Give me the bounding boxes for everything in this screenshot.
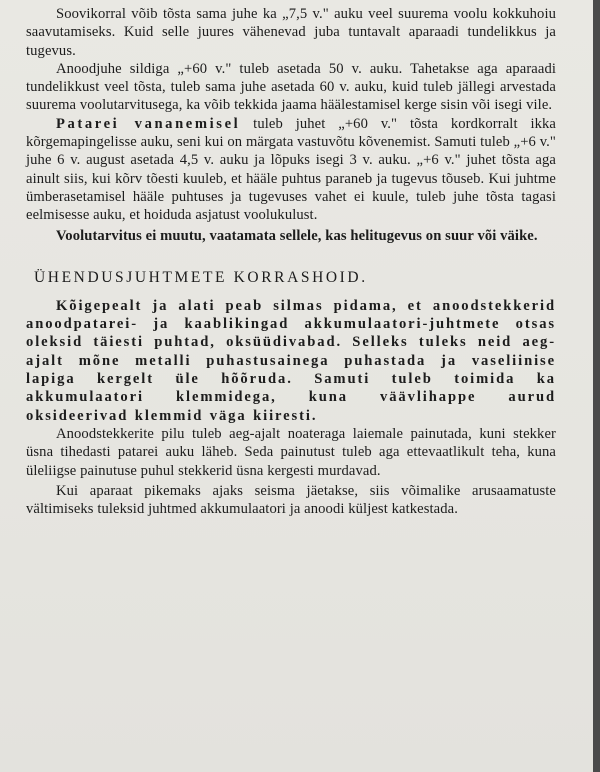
- page-content: [26, 5, 556, 518]
- paragraph-clean-connectors: Kõigepealt ja alati peab silmas pidama, et anoodstekkerid anoodpatarei- ja kaablikingad akkumulaatori-juhtmete otsas oleksid täiesti puhtad, oksüüdivabad. Selleks tuleks neid aeg-ajalt mõne metalli puhastusainega puhastada ja vaseliinise lapiga kergelt üle hõõruda. Samuti tuleb toimida ka akkumulaatori klemmidega, kuna väävlihappe aurud oksideerivad klemmid väga kiiresti.: [26, 297, 556, 424]
- paragraph-anode-lead: Anoodjuhe sildiga „+60 v." tuleb asetada 50 v. auku. Tahetakse aga aparaadi tundelikkust veel tõsta, tuleb sama juhe asetada 60 v. auku, kuid tuleb jällegi arvestada suurema voolutarvitusega, ka võib tekkida jaama häälestamisel kerge sisin või isegi vile.: [26, 60, 556, 114]
- section-heading: ÜHENDUSJUHTMETE KORRASHOID.: [34, 268, 368, 286]
- paragraph-voltage-tap: Soovikorral võib tõsta sama juhe ka „7,5 v." auku veel suurema voolu kokkuhoiu saavutamiseks. Kuid selle juures vähenevad juba tuntavalt aparaadi tundelikkus ja tugevus.: [26, 6, 556, 59]
- paragraph-current-note: Voolutarvitus ei muutu, vaatamata sellele, kas helitugevus on suur või väike.: [56, 227, 538, 244]
- battery-aging-body: tuleb juhet „+60 v." tõsta kordkorralt ikka kõrgemapingelisse auku, seni kui on märgata vastuvõtu kõvenemist. Samuti tuleb „+6 v." juhe 6 v. august asetada 4,5 v. auku ja lõpuks isegi 3 v. auku. „+6 v." juhet tõsta aga ainult siis, kui kõrv tõesti kuuleb, et hääle puhtus paraneb ja tugevus tõuseb. Kui juhtme ümberasetamisel hääle puhtuses ja tugevuses vahet ei kuule, tuleb juhe tõsta tagasi eelmisesse auku, et hoiduda asjatust voolukulust.: [26, 115, 556, 224]
- paragraph-battery-aging: [26, 115, 556, 225]
- battery-aging-lead: Patarei vananemisel: [56, 115, 241, 132]
- paragraph-bend-plugs: Anoodstekkerite pilu tuleb aeg-ajalt noateraga laiemale painutada, kuni stekker üsna tihedasti patarei auku läheb. Seda painutust tuleb aga ettevaatlikult teha, kuna üleliigse painutuse puhul stekkerid üsna kergesti murdavad.: [26, 425, 556, 479]
- paragraph-disconnect: Kui aparaat pikemaks ajaks seisma jäetakse, siis võimalike arusaamatuste vältimiseks tuleksid juhtmed akkumulaatori ja anoodi küljest katkestada.: [26, 482, 556, 518]
- page-edge-shadow: [593, 0, 600, 772]
